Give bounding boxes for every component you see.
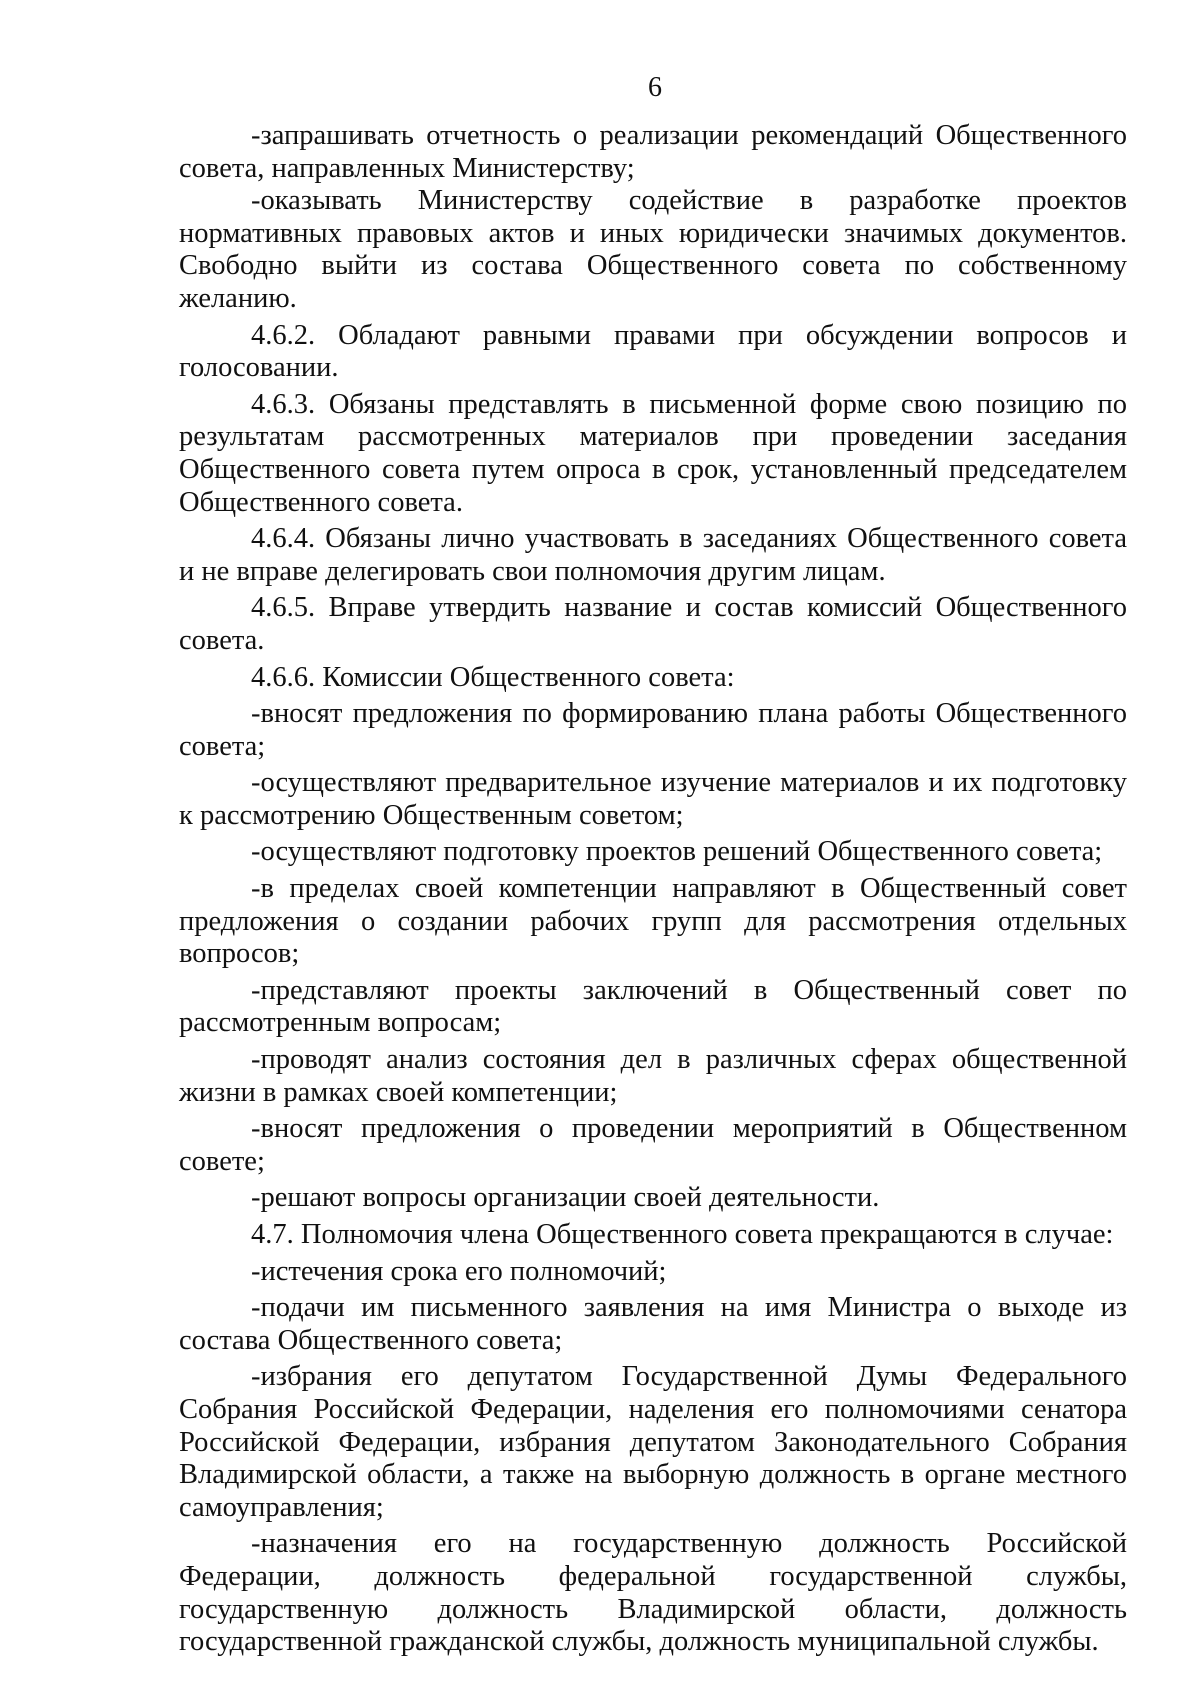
- paragraph-4-7: 4.7. Полномочия члена Общественного совета прекращаются в случае:: [251, 1219, 1114, 1250]
- list-item-events: -вносят предложения о проведении мероприятий в Общественном совете;: [179, 1113, 1127, 1177]
- paragraph-4-6-2: 4.6.2. Обладают равными правами при обсуждении вопросов и голосовании.: [179, 319, 1127, 384]
- list-item-term-expiry: -истечения срока его полномочий;: [251, 1255, 667, 1287]
- list-item-written-statement: -подачи им письменного заявления на имя Министра о выходе из состава Общественного совета;: [179, 1292, 1127, 1356]
- list-item-preliminary-study: -осуществляют предварительное изучение материалов и их подготовку к рассмотрению Общественным советом;: [179, 767, 1127, 831]
- paragraph-assist-ministry: -оказывать Министерству содействие в разработке проектов нормативных правовых актов и иных юридически значимых документов. Свободно выйти из состава Общественного совета по собственному желанию.: [179, 185, 1127, 314]
- paragraph-4-6-3: 4.6.3. Обязаны представлять в письменной форме свою позицию по результатам рассмотренных материалов при проведении заседания Общественного совета путем опроса в срок, установленный председателем Общественного совета.: [179, 388, 1127, 518]
- list-item-organization: -решают вопросы организации своей деятельности.: [251, 1182, 880, 1214]
- paragraph-request-reports: -запрашивать отчетность о реализации рекомендаций Общественного совета, направленных Министерству;: [179, 120, 1127, 184]
- paragraph-4-6-5: 4.6.5. Вправе утвердить название и состав комиссий Общественного совета.: [179, 592, 1127, 656]
- list-item-conclusions: -представляют проекты заключений в Общественный совет по рассмотренным вопросам;: [179, 974, 1127, 1039]
- list-item-appointment: -назначения его на государственную должность Российской Федерации, должность федеральной государственной службы, государственную должность Владимирской области, должность государственной гражданской службы, должность муниципальной службы.: [179, 1528, 1127, 1658]
- page-number: 6: [648, 72, 662, 103]
- document-body: [179, 120, 1127, 1659]
- paragraph-4-6-6: 4.6.6. Комиссии Общественного совета:: [251, 661, 735, 693]
- paragraph-4-6-4: 4.6.4. Обязаны лично участвовать в заседаниях Общественного совета и не вправе делегировать свои полномочия другим лицам.: [179, 523, 1127, 587]
- list-item-draft-decisions: -осуществляют подготовку проектов решений Общественного совета;: [251, 836, 1103, 868]
- list-item-election: -избрания его депутатом Государственной Думы Федерального Собрания Российской Федерации, наделения его полномочиями сенатора Российской Федерации, избрания депутатом Законодательного Собрания Владимирской области, а также на выборную должность в органе местного самоуправления;: [179, 1361, 1127, 1523]
- list-item-plan-proposals: -вносят предложения по формированию плана работы Общественного совета;: [179, 698, 1127, 762]
- list-item-working-groups: -в пределах своей компетенции направляют в Общественный совет предложения о создании рабочих групп для рассмотрения отдельных вопросов;: [179, 873, 1127, 970]
- list-item-analysis: -проводят анализ состояния дел в различных сферах общественной жизни в рамках своей компетенции;: [179, 1044, 1127, 1108]
